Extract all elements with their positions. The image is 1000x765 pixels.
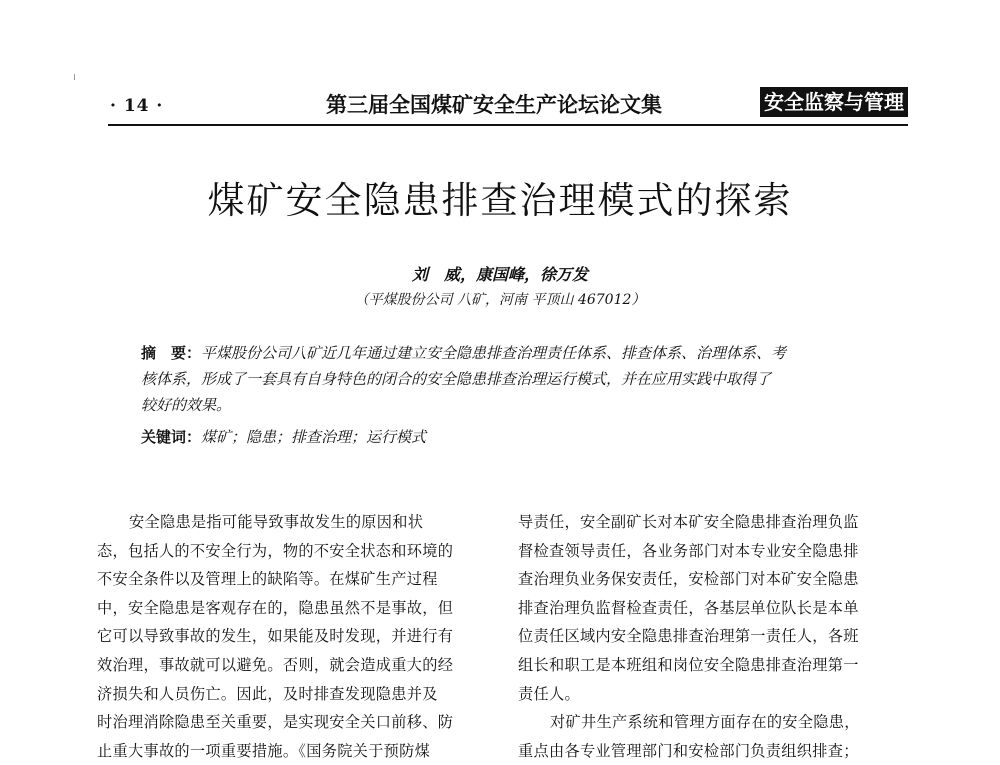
body-line: 排查治理负监督检查责任，各基层单位队长是本单 <box>518 598 859 617</box>
body-line: 中，安全隐患是客观存在的，隐患虽然不是事故，但 <box>97 598 454 617</box>
scan-margin-mark <box>74 74 75 80</box>
body-line: 不安全条件以及管理上的缺陷等。在煤矿生产过程 <box>97 570 438 589</box>
body-line: 时治理消除隐患至关重要，是实现安全关口前移、防 <box>97 713 454 732</box>
body-line: 它可以导致事故的发生，如果能及时发现，并进行有 <box>97 627 454 646</box>
body-line: 查治理负业务保安责任，安检部门对本矿安全隐患 <box>518 570 859 589</box>
keywords <box>141 424 881 450</box>
body-line: 效治理，事故就可以避免。否则，就会造成重大的经 <box>97 655 454 674</box>
body-line: 安全隐患是指可能导致事故发生的原因和状 <box>129 513 424 531</box>
section-label: 安全监察与管理 <box>760 87 908 117</box>
body-column-left <box>97 508 487 765</box>
page-number: · 14 · <box>110 96 164 116</box>
body-line: 重点由各专业管理部门和安检部门负责组织排查； <box>518 741 859 760</box>
abstract-text: 平煤股份公司八矿近几年通过建立安全隐患排查治理责任体系、排查体系、治理体系、考 <box>201 344 787 362</box>
abstract-line <box>141 340 881 366</box>
running-title: 第三届全国煤矿安全生产论坛论文集 <box>326 93 662 117</box>
header-rule <box>108 124 908 126</box>
body-line: 位责任区域内安全隐患排查治理第一责任人，各班 <box>518 627 859 646</box>
body-line: 对矿井生产系统和管理方面存在的安全隐患， <box>550 713 860 732</box>
body-line: 组长和职工是本班组和岗位安全隐患排查治理第一 <box>518 655 859 674</box>
body-column-right <box>518 508 910 765</box>
abstract-line: 核体系，形成了一套具有自身特色的闭合的安全隐患排查治理运行模式，并在应用实践中取得了 <box>141 370 772 388</box>
body-line: 责任人。 <box>518 684 580 703</box>
abstract-label: 摘 要： <box>141 344 202 362</box>
body-line: 导责任，安全副矿长对本矿安全隐患排查治理负监 <box>518 513 859 531</box>
abstract-line: 较好的效果。 <box>141 396 232 414</box>
abstract <box>141 340 881 418</box>
article-title: 煤矿安全隐患排查治理模式的探索 <box>207 179 793 222</box>
keywords-label: 关键词： <box>141 428 202 446</box>
affiliation: （平煤股份公司 八矿，河南 平顶山 467012） <box>354 292 646 308</box>
body-line: 督检查领导责任，各业务部门对本专业安全隐患排 <box>518 541 859 560</box>
authors: 刘 威，康国峰，徐万发 <box>411 265 588 284</box>
body-line: 济损失和人员伤亡。因此，及时排查发现隐患并及 <box>97 684 438 703</box>
body-line: 态，包括人的不安全行为，物的不安全状态和环境的 <box>97 541 454 560</box>
keywords-text: 煤矿；隐患；排查治理；运行模式 <box>201 428 427 446</box>
body-line: 止重大事故的一项重要措施。《国务院关于预防煤 <box>97 741 431 760</box>
